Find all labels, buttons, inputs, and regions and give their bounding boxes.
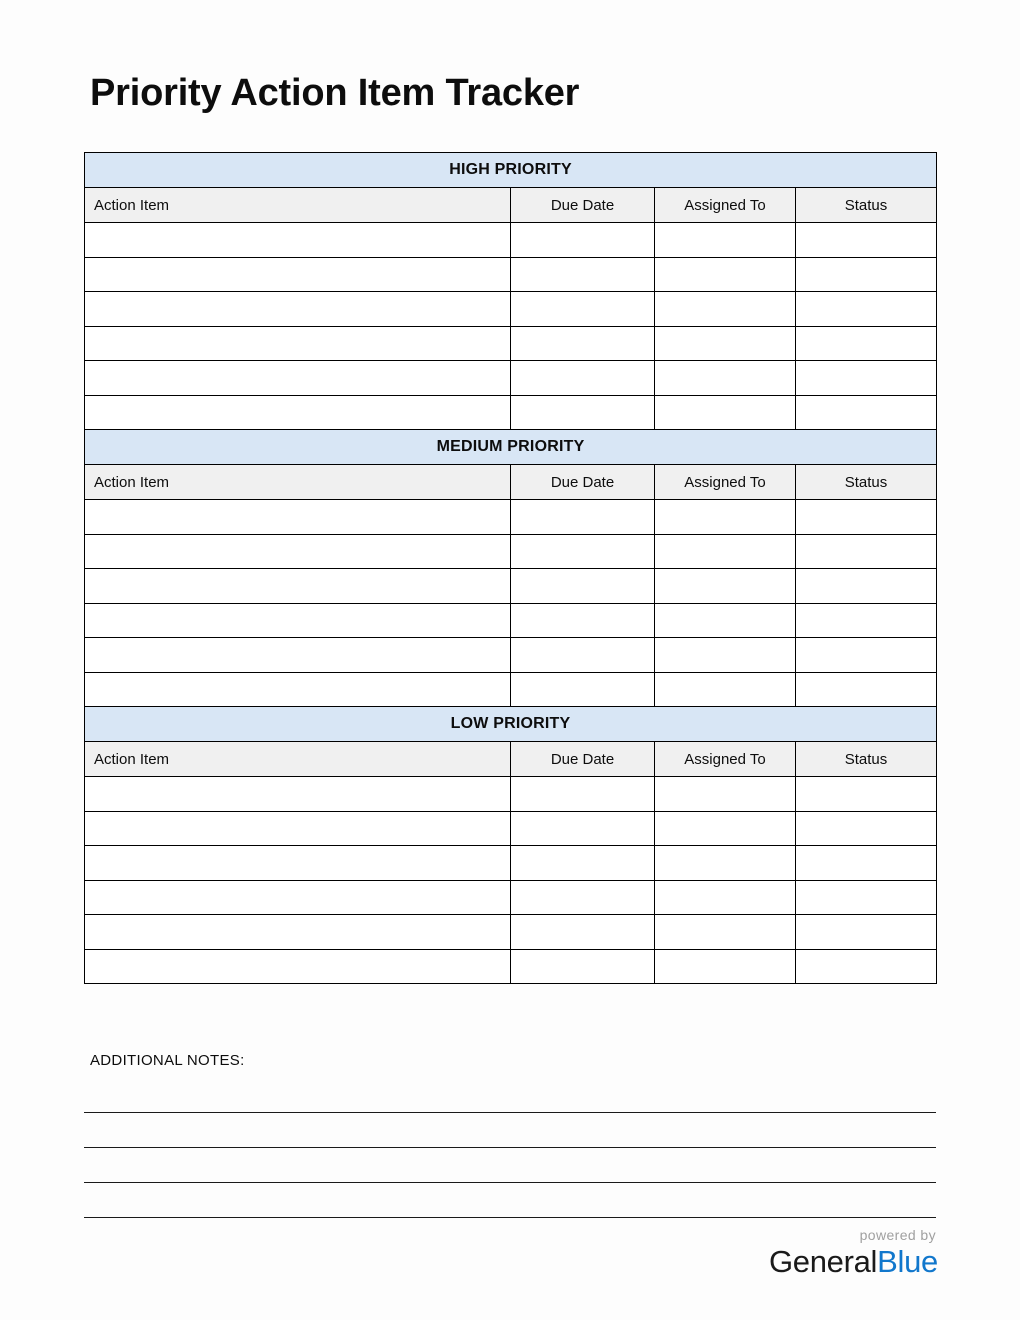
column-header-assigned-to: Assigned To <box>655 188 796 223</box>
cell-due-date[interactable] <box>511 292 655 327</box>
cell-assigned-to[interactable] <box>655 949 796 984</box>
table-body <box>85 153 937 984</box>
section-band-medium <box>85 430 937 465</box>
cell-status[interactable] <box>796 395 937 430</box>
cell-status[interactable] <box>796 534 937 569</box>
cell-assigned-to[interactable] <box>655 292 796 327</box>
column-header-action-item: Action Item <box>85 742 511 777</box>
cell-assigned-to[interactable] <box>655 846 796 881</box>
column-header-row-low <box>85 742 937 777</box>
table-row[interactable] <box>85 777 937 812</box>
cell-due-date[interactable] <box>511 672 655 707</box>
table-row[interactable] <box>85 915 937 950</box>
cell-due-date[interactable] <box>511 915 655 950</box>
column-header-row-medium <box>85 465 937 500</box>
table-row[interactable] <box>85 326 937 361</box>
cell-assigned-to[interactable] <box>655 672 796 707</box>
cell-action-item[interactable] <box>85 811 511 846</box>
table-row[interactable] <box>85 949 937 984</box>
cell-status[interactable] <box>796 949 937 984</box>
brand-word-blue: Blue <box>877 1244 938 1279</box>
section-band-high <box>85 153 937 188</box>
cell-status[interactable] <box>796 846 937 881</box>
section-band-low <box>85 707 937 742</box>
cell-action-item[interactable] <box>85 777 511 812</box>
cell-due-date[interactable] <box>511 880 655 915</box>
column-header-due-date: Due Date <box>511 188 655 223</box>
cell-due-date[interactable] <box>511 777 655 812</box>
cell-action-item[interactable] <box>85 880 511 915</box>
cell-due-date[interactable] <box>511 569 655 604</box>
cell-assigned-to[interactable] <box>655 257 796 292</box>
cell-assigned-to[interactable] <box>655 395 796 430</box>
table-row[interactable] <box>85 257 937 292</box>
brand-word-general: General <box>768 1244 878 1279</box>
column-header-status: Status <box>796 188 937 223</box>
cell-action-item[interactable] <box>85 326 511 361</box>
column-header-action-item: Action Item <box>85 188 511 223</box>
column-header-status: Status <box>796 742 937 777</box>
cell-assigned-to[interactable] <box>655 326 796 361</box>
column-header-assigned-to: Assigned To <box>655 742 796 777</box>
cell-due-date[interactable] <box>511 326 655 361</box>
cell-due-date[interactable] <box>511 638 655 673</box>
cell-due-date[interactable] <box>511 361 655 396</box>
cell-status[interactable] <box>796 292 937 327</box>
cell-status[interactable] <box>796 603 937 638</box>
cell-status[interactable] <box>796 638 937 673</box>
cell-status[interactable] <box>796 500 937 535</box>
cell-status[interactable] <box>796 915 937 950</box>
cell-status[interactable] <box>796 569 937 604</box>
cell-action-item[interactable] <box>85 292 511 327</box>
cell-assigned-to[interactable] <box>655 638 796 673</box>
cell-due-date[interactable] <box>511 949 655 984</box>
table-row[interactable] <box>85 223 937 258</box>
cell-assigned-to[interactable] <box>655 777 796 812</box>
powered-by-label: powered by <box>859 1227 936 1243</box>
cell-action-item[interactable] <box>85 500 511 535</box>
table-row[interactable] <box>85 534 937 569</box>
cell-due-date[interactable] <box>511 223 655 258</box>
cell-assigned-to[interactable] <box>655 603 796 638</box>
table-row[interactable] <box>85 603 937 638</box>
cell-action-item[interactable] <box>85 569 511 604</box>
cell-action-item[interactable] <box>85 257 511 292</box>
cell-due-date[interactable] <box>511 534 655 569</box>
table-row[interactable] <box>85 811 937 846</box>
cell-assigned-to[interactable] <box>655 500 796 535</box>
cell-due-date[interactable] <box>511 500 655 535</box>
cell-action-item[interactable] <box>85 638 511 673</box>
table-row[interactable] <box>85 361 937 396</box>
cell-action-item[interactable] <box>85 534 511 569</box>
notes-writing-line[interactable] <box>84 1112 936 1113</box>
page-title: Priority Action Item Tracker <box>90 72 580 114</box>
cell-assigned-to[interactable] <box>655 569 796 604</box>
notes-writing-line[interactable] <box>84 1182 936 1183</box>
table-row[interactable] <box>85 569 937 604</box>
cell-action-item[interactable] <box>85 846 511 881</box>
table-row[interactable] <box>85 880 937 915</box>
table-row[interactable] <box>85 500 937 535</box>
cell-action-item[interactable] <box>85 223 511 258</box>
section-band-label: LOW PRIORITY <box>85 707 937 742</box>
cell-status[interactable] <box>796 880 937 915</box>
cell-due-date[interactable] <box>511 257 655 292</box>
cell-status[interactable] <box>796 326 937 361</box>
cell-status[interactable] <box>796 672 937 707</box>
cell-status[interactable] <box>796 257 937 292</box>
table-row[interactable] <box>85 846 937 881</box>
priority-action-item-table <box>84 152 937 984</box>
cell-status[interactable] <box>796 361 937 396</box>
cell-assigned-to[interactable] <box>655 880 796 915</box>
cell-assigned-to[interactable] <box>655 915 796 950</box>
cell-assigned-to[interactable] <box>655 223 796 258</box>
table-row[interactable] <box>85 395 937 430</box>
cell-due-date[interactable] <box>511 395 655 430</box>
cell-action-item[interactable] <box>85 361 511 396</box>
cell-due-date[interactable] <box>511 603 655 638</box>
column-header-status: Status <box>796 465 937 500</box>
cell-action-item[interactable] <box>85 915 511 950</box>
notes-writing-line[interactable] <box>84 1147 936 1148</box>
cell-status[interactable] <box>796 223 937 258</box>
cell-action-item[interactable] <box>85 672 511 707</box>
section-band-label: MEDIUM PRIORITY <box>85 430 937 465</box>
column-header-action-item: Action Item <box>85 465 511 500</box>
cell-action-item[interactable] <box>85 395 511 430</box>
cell-due-date[interactable] <box>511 846 655 881</box>
section-band-label: HIGH PRIORITY <box>85 153 937 188</box>
table-row[interactable] <box>85 638 937 673</box>
brand-wordmark <box>769 1246 938 1277</box>
table-row[interactable] <box>85 672 937 707</box>
cell-due-date[interactable] <box>511 811 655 846</box>
column-header-due-date: Due Date <box>511 465 655 500</box>
cell-status[interactable] <box>796 777 937 812</box>
column-header-assigned-to: Assigned To <box>655 465 796 500</box>
cell-assigned-to[interactable] <box>655 361 796 396</box>
cell-action-item[interactable] <box>85 603 511 638</box>
column-header-row-high <box>85 188 937 223</box>
generalblue-logo <box>769 1228 938 1277</box>
cell-status[interactable] <box>796 811 937 846</box>
cell-assigned-to[interactable] <box>655 534 796 569</box>
cell-action-item[interactable] <box>85 949 511 984</box>
cell-assigned-to[interactable] <box>655 811 796 846</box>
table-row[interactable] <box>85 292 937 327</box>
notes-writing-line[interactable] <box>84 1217 936 1218</box>
additional-notes-label: ADDITIONAL NOTES: <box>90 1052 245 1069</box>
column-header-due-date: Due Date <box>511 742 655 777</box>
